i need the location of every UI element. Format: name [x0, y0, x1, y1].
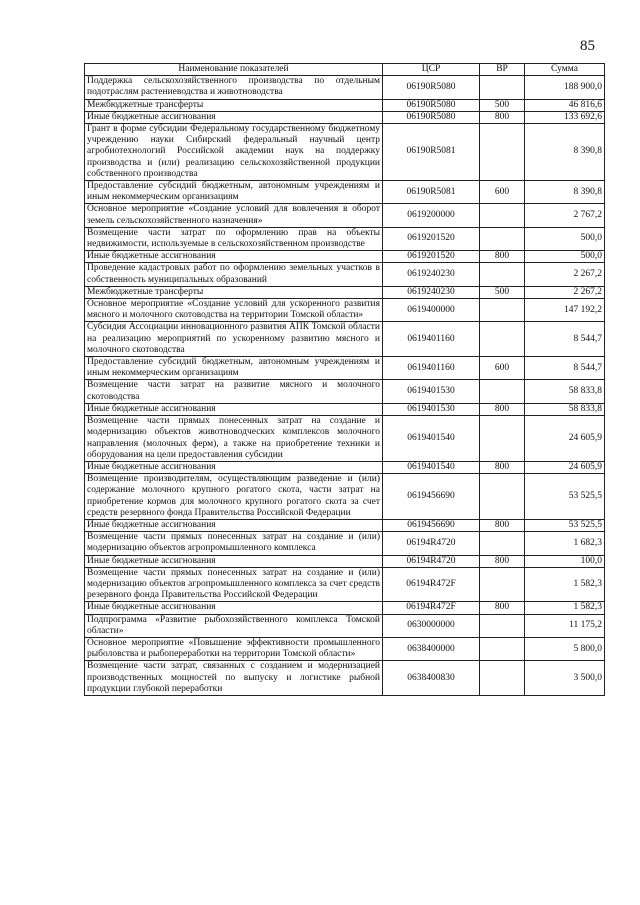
table-row [85, 532, 605, 555]
row-name-cell: Иные бюджетные ассигнования [85, 111, 383, 123]
row-sum-cell: 58 833,8 [525, 380, 605, 403]
row-name-cell: Возмещение производителям, осуществляющим разведение и (или) содержание молочного крупного рогатого скота, части затрат на приобретение кормов для молочного крупного рогатого скота за счет средств резервного фонда Правительства Российской Федерации [85, 474, 383, 520]
row-csr-cell: 06194R472F [383, 567, 480, 602]
row-vr-cell [480, 322, 525, 357]
row-sum-cell: 188 900,0 [525, 76, 605, 99]
row-csr-cell: 0619401160 [383, 322, 480, 357]
page-number: 85 [580, 38, 595, 54]
row-sum-cell: 100,0 [525, 555, 605, 567]
row-name-cell: Межбюджетные трансферты [85, 99, 383, 111]
row-vr-cell [480, 614, 525, 637]
row-vr-cell [480, 380, 525, 403]
row-sum-cell: 147 192,2 [525, 299, 605, 322]
row-name-cell: Грант в форме субсидии Федеральному государственному бюджетному учреждению науки Сибирский федеральный научный центр агробиотехнологий Российской академии наук на поддержку производства и (или) реализацию сельскохозяйственной продукции собственного производства [85, 124, 383, 181]
row-vr-cell: 500 [480, 99, 525, 111]
table-row [85, 637, 605, 660]
row-sum-cell: 8 390,8 [525, 124, 605, 181]
table-row [85, 461, 605, 473]
row-vr-cell: 800 [480, 111, 525, 123]
table-row [85, 357, 605, 380]
row-csr-cell: 0619401160 [383, 357, 480, 380]
row-name-cell: Основное мероприятие «Создание условий для ускоренного развития мясного и молочного скотоводства на территории Томской области» [85, 299, 383, 322]
table-row [85, 614, 605, 637]
row-name-cell: Иные бюджетные ассигнования [85, 602, 383, 614]
table-header-row [85, 64, 605, 76]
header-name: Наименование показателей [85, 64, 383, 76]
row-vr-cell [480, 204, 525, 227]
row-sum-cell: 8 544,7 [525, 357, 605, 380]
row-vr-cell: 800 [480, 519, 525, 531]
row-vr-cell [480, 124, 525, 181]
row-sum-cell: 5 800,0 [525, 637, 605, 660]
budget-table [84, 63, 605, 696]
row-name-cell: Проведение кадастровых работ по оформлению земельных участков в собственность муниципальных образований [85, 263, 383, 286]
row-csr-cell: 06190R5080 [383, 99, 480, 111]
row-vr-cell: 800 [480, 403, 525, 415]
table-row [85, 416, 605, 462]
row-name-cell: Возмещение части затрат, связанных с созданием и модернизацией производственных мощностей по выпуску и логистике рыбной продукции глубокой переработки [85, 661, 383, 696]
row-vr-cell: 800 [480, 602, 525, 614]
row-csr-cell: 06190R5080 [383, 76, 480, 99]
row-csr-cell: 06194R472F [383, 602, 480, 614]
row-name-cell: Возмещение части прямых понесенных затрат на создание и модернизацию объектов животноводческих комплексов молочного направления (молочных ферм), а также на приобретение техники и оборудования на цели предоставления субсидии [85, 416, 383, 462]
row-sum-cell: 46 816,6 [525, 99, 605, 111]
row-sum-cell: 500,0 [525, 227, 605, 250]
row-vr-cell [480, 299, 525, 322]
row-csr-cell: 0619401540 [383, 416, 480, 462]
row-name-cell: Иные бюджетные ассигнования [85, 461, 383, 473]
row-csr-cell: 0619456690 [383, 519, 480, 531]
row-sum-cell: 1 582,3 [525, 567, 605, 602]
row-csr-cell: 06190R5080 [383, 111, 480, 123]
row-csr-cell: 06194R4720 [383, 532, 480, 555]
row-name-cell: Возмещение части затрат на развитие мясного и молочного скотоводства [85, 380, 383, 403]
row-name-cell: Предоставление субсидий бюджетным, автономным учреждениям и иным некоммерческим организациям [85, 181, 383, 204]
row-name-cell: Подпрограмма «Развитие рыбохозяйственного комплекса Томской области» [85, 614, 383, 637]
row-vr-cell [480, 532, 525, 555]
row-csr-cell: 0619401530 [383, 403, 480, 415]
row-sum-cell: 24 605,9 [525, 416, 605, 462]
table-row [85, 519, 605, 531]
table-row [85, 124, 605, 181]
row-sum-cell: 58 833,8 [525, 403, 605, 415]
row-csr-cell: 0619401540 [383, 461, 480, 473]
row-vr-cell: 600 [480, 181, 525, 204]
row-sum-cell: 3 500,0 [525, 661, 605, 696]
table-row [85, 227, 605, 250]
table-row [85, 299, 605, 322]
row-sum-cell: 1 582,3 [525, 602, 605, 614]
row-sum-cell: 53 525,5 [525, 474, 605, 520]
row-sum-cell: 2 267,2 [525, 286, 605, 298]
row-sum-cell: 500,0 [525, 251, 605, 263]
row-vr-cell: 800 [480, 461, 525, 473]
row-name-cell: Иные бюджетные ассигнования [85, 519, 383, 531]
table-row [85, 380, 605, 403]
row-vr-cell [480, 263, 525, 286]
row-csr-cell: 0619456690 [383, 474, 480, 520]
row-csr-cell: 0630000000 [383, 614, 480, 637]
row-vr-cell: 800 [480, 555, 525, 567]
row-vr-cell [480, 416, 525, 462]
row-csr-cell: 06194R4720 [383, 555, 480, 567]
row-name-cell: Иные бюджетные ассигнования [85, 251, 383, 263]
row-name-cell: Межбюджетные трансферты [85, 286, 383, 298]
row-csr-cell: 0619200000 [383, 204, 480, 227]
table-row [85, 567, 605, 602]
row-vr-cell: 600 [480, 357, 525, 380]
row-csr-cell: 0619400000 [383, 299, 480, 322]
header-vr: ВР [480, 64, 525, 76]
table-row [85, 602, 605, 614]
row-name-cell: Основное мероприятие «Создание условий для вовлечения в оборот земель сельскохозяйственного назначения» [85, 204, 383, 227]
table-row [85, 474, 605, 520]
row-sum-cell: 11 175,2 [525, 614, 605, 637]
table-row [85, 555, 605, 567]
row-vr-cell [480, 76, 525, 99]
row-name-cell: Субсидия Ассоциации инновационного развития АПК Томской области на реализацию мероприятий по ускоренному развитию мясного и молочного скотоводства [85, 322, 383, 357]
row-name-cell: Предоставление субсидий бюджетным, автономным учреждениям и иным некоммерческим организациям [85, 357, 383, 380]
table-row [85, 111, 605, 123]
row-sum-cell: 2 767,2 [525, 204, 605, 227]
row-csr-cell: 0619201520 [383, 227, 480, 250]
row-sum-cell: 8 390,8 [525, 181, 605, 204]
row-csr-cell: 06190R5081 [383, 124, 480, 181]
table-row [85, 403, 605, 415]
table-row [85, 661, 605, 696]
row-name-cell: Основное мероприятие «Повышение эффективности промышленного рыболовства и рыбопереработки на территории Томской области» [85, 637, 383, 660]
table-body [85, 76, 605, 696]
row-vr-cell [480, 227, 525, 250]
row-vr-cell [480, 661, 525, 696]
row-name-cell: Иные бюджетные ассигнования [85, 555, 383, 567]
row-csr-cell: 0619201520 [383, 251, 480, 263]
row-name-cell: Возмещение части прямых понесенных затрат на создание и (или) модернизацию объектов агропромышленного комплекса за счет средств резервного фонда Правительства Российской Федерации [85, 567, 383, 602]
row-csr-cell: 0638400830 [383, 661, 480, 696]
row-name-cell: Возмещение части прямых понесенных затрат на создание и (или) модернизацию объектов агропромышленного комплекса [85, 532, 383, 555]
header-csr: ЦСР [383, 64, 480, 76]
row-csr-cell: 0619240230 [383, 286, 480, 298]
row-vr-cell [480, 474, 525, 520]
row-csr-cell: 0619401530 [383, 380, 480, 403]
row-csr-cell: 0619240230 [383, 263, 480, 286]
table-row [85, 251, 605, 263]
row-name-cell: Возмещение части затрат по оформлению прав на объекты недвижимости, используемые в сельскохозяйственном производстве [85, 227, 383, 250]
header-sum: Сумма [525, 64, 605, 76]
row-csr-cell: 0638400000 [383, 637, 480, 660]
table-row [85, 263, 605, 286]
row-csr-cell: 06190R5081 [383, 181, 480, 204]
row-vr-cell: 800 [480, 251, 525, 263]
row-name-cell: Иные бюджетные ассигнования [85, 403, 383, 415]
table-row [85, 286, 605, 298]
table-row [85, 181, 605, 204]
table-row [85, 204, 605, 227]
row-sum-cell: 2 267,2 [525, 263, 605, 286]
row-name-cell: Поддержка сельскохозяйственного производства по отдельным подотраслям растениеводства и животноводства [85, 76, 383, 99]
row-vr-cell: 500 [480, 286, 525, 298]
row-vr-cell [480, 567, 525, 602]
row-sum-cell: 24 605,9 [525, 461, 605, 473]
row-vr-cell [480, 637, 525, 660]
row-sum-cell: 53 525,5 [525, 519, 605, 531]
table-row [85, 99, 605, 111]
table-row [85, 76, 605, 99]
row-sum-cell: 8 544,7 [525, 322, 605, 357]
row-sum-cell: 133 692,6 [525, 111, 605, 123]
row-sum-cell: 1 682,3 [525, 532, 605, 555]
table-row [85, 322, 605, 357]
